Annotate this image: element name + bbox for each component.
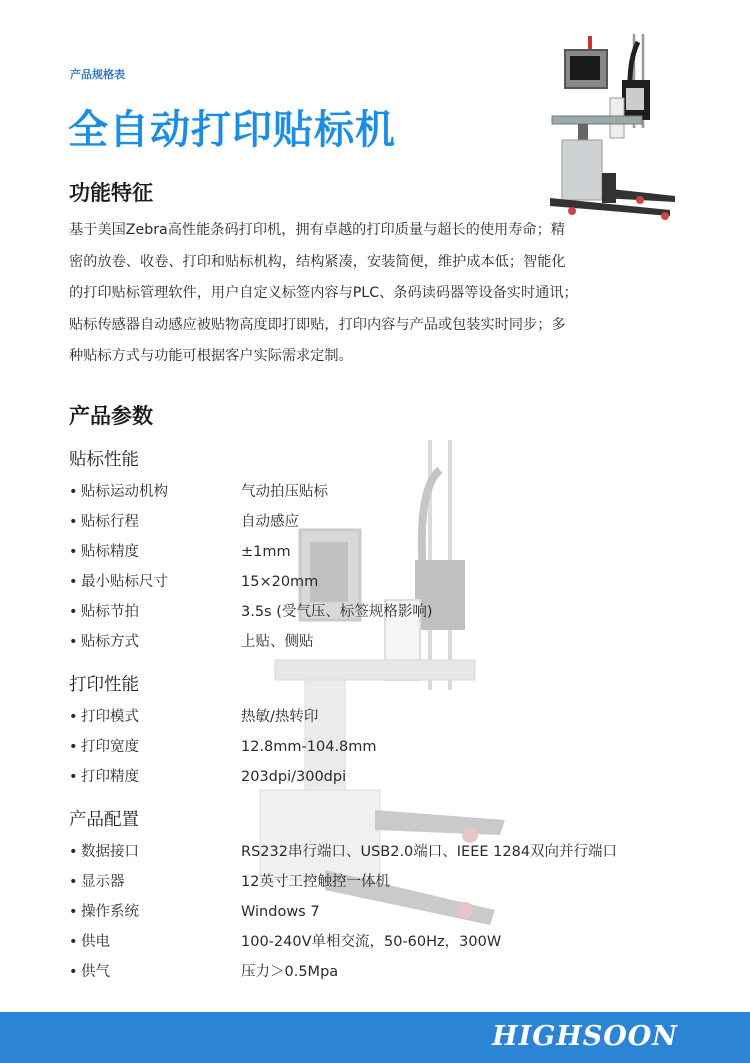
bullet: • bbox=[69, 964, 78, 980]
spec-row bbox=[69, 762, 709, 792]
spec-key: 显示器 bbox=[81, 874, 125, 890]
spec-key: 打印精度 bbox=[81, 769, 139, 785]
bullet: • bbox=[69, 574, 78, 590]
spec-row bbox=[69, 867, 709, 897]
spec-value: ±1mm bbox=[241, 544, 291, 560]
bullet: • bbox=[69, 484, 78, 500]
features-line: 基于美国Zebra高性能条码打印机，拥有卓越的打印质量与超长的使用寿命；精 bbox=[69, 222, 565, 238]
footer-bar bbox=[0, 1012, 750, 1063]
features-heading: 功能特征 bbox=[69, 181, 153, 205]
printing-subheading: 打印性能 bbox=[69, 675, 139, 695]
spec-value: Windows 7 bbox=[241, 904, 320, 920]
spec-row bbox=[69, 732, 709, 762]
spec-row bbox=[69, 702, 709, 732]
spec-row bbox=[69, 627, 709, 657]
spec-row bbox=[69, 837, 709, 867]
spec-key: 最小贴标尺寸 bbox=[81, 574, 168, 590]
spec-value: 上贴、侧贴 bbox=[241, 634, 314, 650]
spec-row bbox=[69, 477, 709, 507]
spec-value: 12英寸工控触控一体机 bbox=[241, 874, 390, 890]
spec-value: 100-240V单相交流，50-60Hz，300W bbox=[241, 934, 502, 950]
spec-key: 贴标节拍 bbox=[81, 604, 139, 620]
spec-key: 贴标运动机构 bbox=[81, 484, 168, 500]
spec-value: RS232串行端口、USB2.0端口、IEEE 1284双向并行端口 bbox=[241, 844, 618, 860]
spec-key: 供气 bbox=[81, 964, 110, 980]
bullet: • bbox=[69, 514, 78, 530]
features-line: 贴标传感器自动感应被贴物高度即打即贴，打印内容与产品或包装实时同步；多 bbox=[69, 316, 566, 333]
spec-value: 3.5s (受气压、标签规格影响) bbox=[241, 604, 433, 620]
spec-key: 贴标行程 bbox=[81, 514, 139, 530]
bullet: • bbox=[69, 634, 78, 650]
spec-key: 数据接口 bbox=[81, 844, 139, 860]
spec-key: 贴标精度 bbox=[81, 544, 139, 560]
bullet: • bbox=[69, 844, 78, 860]
spec-row bbox=[69, 567, 709, 597]
spec-value: 12.8mm-104.8mm bbox=[241, 739, 377, 755]
features-line: 种贴标方式与功能可根据客户实际需求定制。 bbox=[69, 348, 353, 364]
machine-product-image bbox=[540, 28, 685, 223]
bullet: • bbox=[69, 604, 78, 620]
bullet: • bbox=[69, 709, 78, 725]
spec-key: 供电 bbox=[81, 934, 110, 950]
spec-row bbox=[69, 507, 709, 537]
spec-key: 贴标方式 bbox=[81, 634, 139, 650]
bullet: • bbox=[69, 544, 78, 560]
features-line: 密的放卷、收卷、打印和贴标机构，结构紧凑，安装简便，维护成本低；智能化 bbox=[69, 253, 566, 270]
bullet: • bbox=[69, 934, 78, 950]
spec-row bbox=[69, 957, 709, 987]
spec-value: 气动拍压贴标 bbox=[241, 484, 328, 500]
spec-key: 操作系统 bbox=[81, 904, 139, 920]
spec-value: 15×20mm bbox=[241, 574, 319, 590]
features-paragraph bbox=[69, 215, 683, 373]
spec-value: 压力＞0.5Mpa bbox=[241, 964, 339, 980]
document-tag: 产品规格表 bbox=[70, 68, 125, 81]
bullet: • bbox=[69, 904, 78, 920]
page-title: 全自动打印贴标机 bbox=[68, 107, 396, 153]
bullet: • bbox=[69, 874, 78, 890]
spec-row bbox=[69, 537, 709, 567]
spec-key: 打印宽度 bbox=[81, 739, 139, 755]
spec-value: 203dpi/300dpi bbox=[241, 769, 347, 785]
params-heading: 产品参数 bbox=[69, 404, 153, 428]
spec-value: 自动感应 bbox=[241, 514, 299, 530]
spec-value: 热敏/热转印 bbox=[241, 709, 319, 725]
spec-row bbox=[69, 927, 709, 957]
brand-logo: HIGHSOON bbox=[492, 1021, 678, 1052]
config-subheading: 产品配置 bbox=[69, 810, 139, 830]
bullet: • bbox=[69, 769, 78, 785]
features-line: 的打印贴标管理软件，用户自定义标签内容与PLC、条码读码器等设备实时通讯； bbox=[69, 285, 578, 301]
spec-row bbox=[69, 897, 709, 927]
labeling-subheading: 贴标性能 bbox=[69, 450, 139, 470]
spec-row bbox=[69, 597, 709, 627]
bullet: • bbox=[69, 739, 78, 755]
spec-key: 打印模式 bbox=[81, 709, 139, 725]
